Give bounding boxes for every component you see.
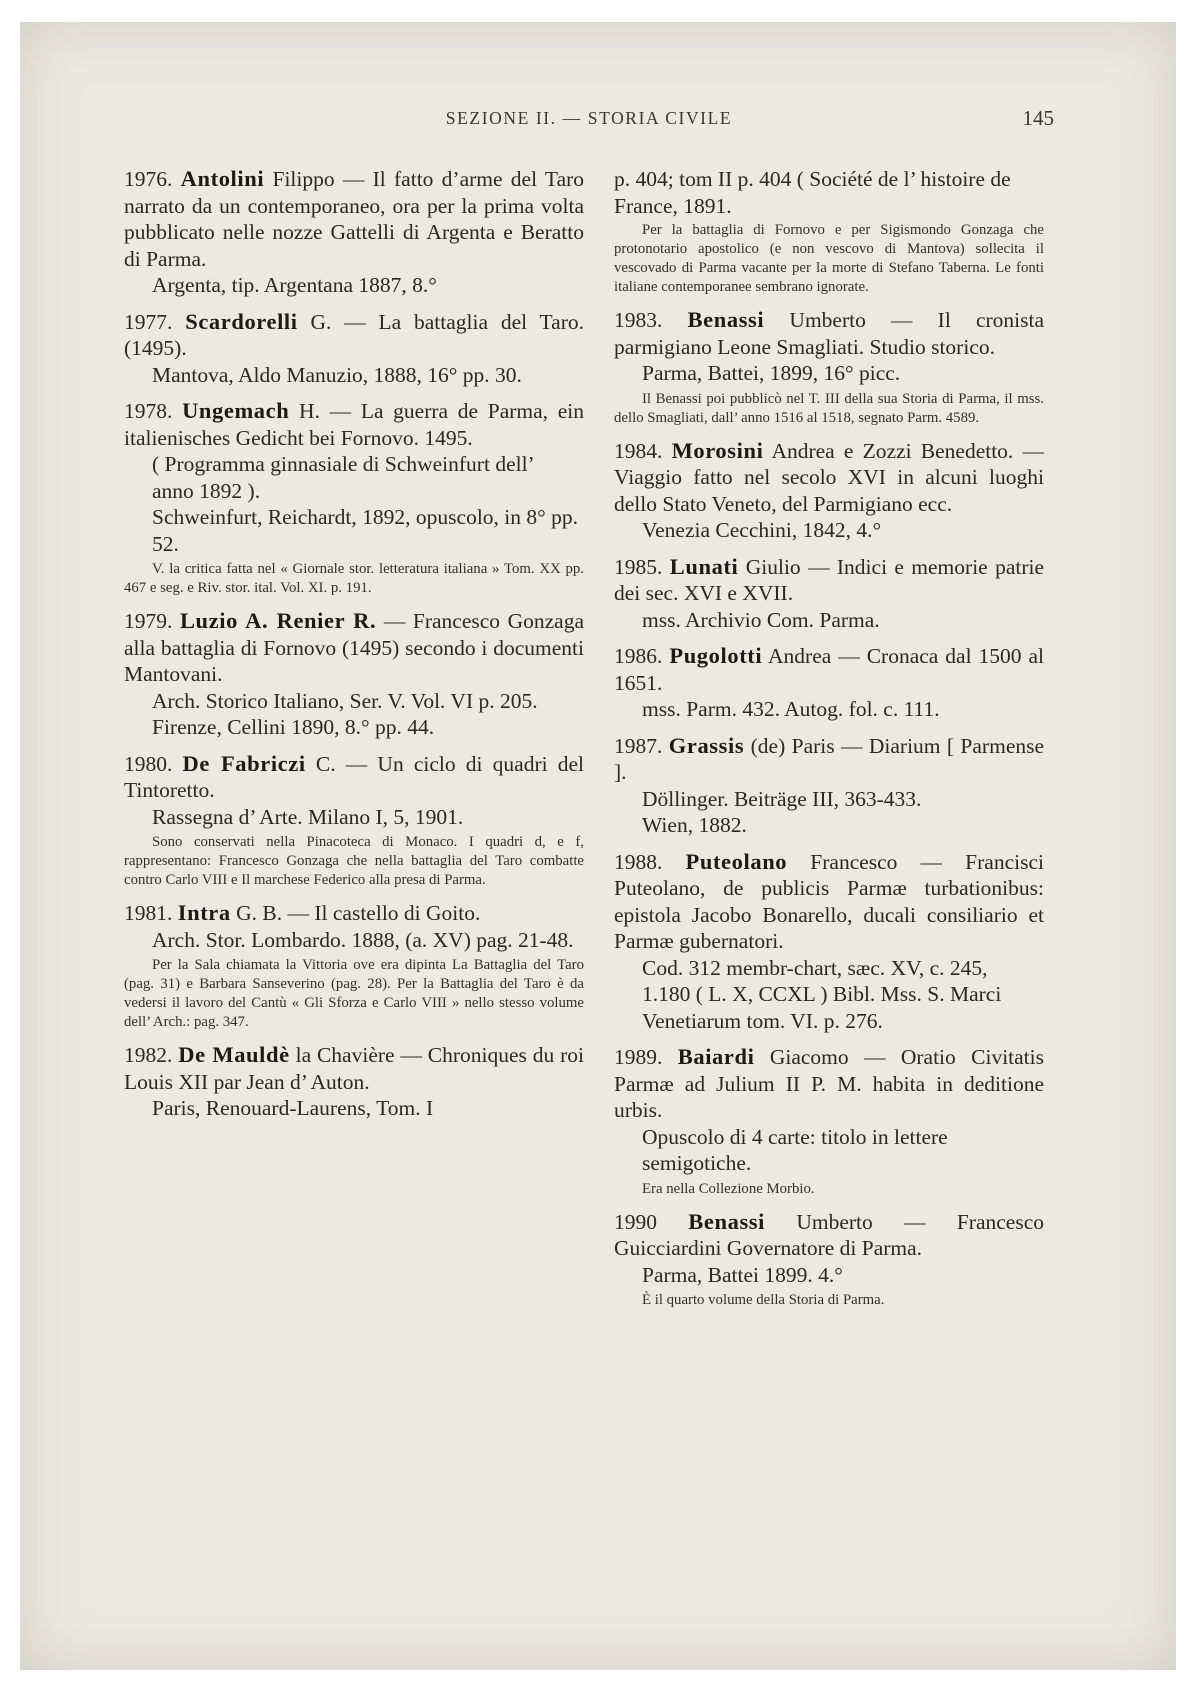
entry-number: 1986. [614, 644, 663, 668]
entry-heading [614, 1209, 1044, 1262]
entry-title: — Francesco Gonzaga alla battaglia di Fornovo (1495) secondo i documenti Mantovani. [124, 609, 584, 686]
bibliography-entry [124, 166, 584, 299]
entry-publication-line: ( Programma ginnasiale di Schweinfurt dell’ anno 1892 ). [152, 452, 534, 503]
entry-number: 1984. [614, 438, 663, 463]
entry-number: 1981. [124, 901, 173, 925]
bibliography-entry [614, 307, 1044, 428]
entry-publication-line: Argenta, tip. Argentana 1887, 8.° [152, 273, 437, 297]
entry-title: Umberto — Francesco Guicciardini Governatore di Parma. [614, 1209, 1044, 1260]
left-column [124, 166, 584, 1132]
entry-publication-line: Paris, Renouard-Laurens, Tom. I [152, 1096, 434, 1120]
entry-publication-line: Schweinfurt, Reichardt, 1892, opuscolo, in 8° pp. 52. [152, 505, 578, 556]
running-title: SEZIONE II. — STORIA CIVILE [445, 108, 733, 128]
entry-note: È il quarto volume della Storia di Parma. [642, 1292, 885, 1308]
entry-publication-line: Opuscolo di 4 carte: titolo in lettere semigotiche. [642, 1124, 948, 1175]
entry-author-surname: Benassi [688, 1208, 766, 1234]
entry-number: 1983. [614, 308, 663, 332]
entry-publication-line: mss. Archivio Com. Parma. [642, 607, 880, 632]
bibliography-entry [614, 1209, 1044, 1311]
entry-publication-line: Döllinger. Beiträge III, 363-433. [642, 786, 922, 811]
entry-number: 1978. [124, 399, 173, 423]
entry-number: 1990 [614, 1209, 657, 1234]
entry-number: 1988. [614, 849, 663, 874]
entry-note: Sono conservati nella Pinacoteca di Monaco. I quadri d, e f, rappresentano: Francesco Gonzaga che nella battaglia del Taro combatte contro Carlo VIII e Il marchese Federico alla presa di Parma. [124, 834, 584, 888]
bibliography-entry [124, 1042, 584, 1122]
bibliography-entry [614, 643, 1044, 723]
entry-heading [124, 398, 584, 451]
entry-note: Per la battaglia di Fornovo e per Sigismondo Gonzaga che protonotario apostolico (e non vescovo di Mantova) sollecita il vescovado di Parma vacante per la morte di Stefano Taberna. Le fonti italiane contemporanee sembrano ignorate. [614, 222, 1044, 295]
entry-heading [614, 733, 1044, 786]
entry-note: Era nella Collezione Morbio. [642, 1180, 815, 1197]
bibliography-entry [124, 608, 584, 741]
entry-publication-line: Parma, Battei, 1899, 16° picc. [642, 361, 901, 385]
page-number: 145 [1022, 106, 1054, 130]
entry-publication-line: mss. Parm. 432. Autog. fol. c. 111. [642, 697, 940, 721]
entry-title: Andrea e Zozzi Benedetto. — Viaggio fatto nel secolo XVI in alcuni luoghi dello Stato Veneto, del Parmigiano ecc. [614, 438, 1044, 516]
entry-title: Giulio — Indici e memorie patrie dei sec. XVI e XVII. [614, 554, 1045, 605]
entry-author-surname: Puteolano [685, 848, 788, 874]
entry-publication-line: Mantova, Aldo Manuzio, 1888, 16° pp. 30. [152, 362, 522, 387]
entry-number: 1987. [614, 733, 663, 758]
entry-heading [614, 1044, 1044, 1124]
entry-author-surname: Scardorelli [185, 308, 298, 334]
entry-author-surname: De Mauldè [178, 1042, 290, 1067]
bibliography-entry [614, 438, 1044, 544]
entry-heading [614, 554, 1044, 607]
entry-author-surname: Pugolotti [669, 643, 763, 668]
entry-author-surname: Baiardi [677, 1044, 755, 1069]
entry-publication-line: Rassegna d’ Arte. Milano I, 5, 1901. [152, 804, 464, 829]
entry-heading [124, 751, 584, 804]
entry-publication-line: Parma, Battei 1899. 4.° [642, 1262, 843, 1287]
entry-number: 1977. [124, 309, 173, 334]
bibliography-entry [614, 849, 1044, 1035]
entry-author-surname: Benassi [687, 307, 765, 332]
entry-author-surname: Lunati [669, 553, 739, 579]
entry-title: C. — Un ciclo di quadri del Tintoretto. [124, 751, 585, 802]
entry-heading [614, 438, 1044, 518]
entry-author-surname: Intra [177, 900, 231, 925]
entry-heading [614, 643, 1044, 696]
entry-title: G. B. — Il castello di Goito. [236, 901, 481, 925]
entry-title: Andrea — Cronaca dal 1500 al 1651. [614, 644, 1045, 695]
entry-number: 1982. [124, 1043, 173, 1067]
entry-publication-line: Arch. Stor. Lombardo. 1888, (a. XV) pag. 21-48. [152, 927, 574, 952]
entry-title: Umberto — Il cronista parmigiano Leone Smagliati. Studio storico. [614, 308, 1044, 359]
entry-line: p. 404; tom II p. 404 ( Société de l’ histoire de France, 1891. [614, 167, 1011, 218]
entry-author-surname: Grassis [668, 732, 745, 758]
bibliography-entry [614, 1044, 1044, 1199]
entry-number: 1976. [124, 167, 173, 191]
entry-heading [124, 166, 584, 272]
entry-title: la Chavière — Chroniques du roi Louis XII par Jean d’ Auton. [124, 1043, 585, 1094]
entry-note: Per la Sala chiamata la Vittoria ove era dipinta La Battaglia del Taro (pag. 31) e Barbara Sanseverino (pag. 28). Per la Battaglia del Taro è da vedersi il lavoro del Cantù « Gli Sforza e Carlo VIII » nello stesso volume dell’ Arch.: pag. 347. [124, 957, 584, 1030]
entry-title: H. — La guerra de Parma, ein italienisches Gedicht bei Fornovo. 1495. [124, 399, 585, 450]
bibliography-entry [124, 900, 584, 1032]
entry-publication-line: Wien, 1882. [642, 813, 747, 837]
entry-author-surname: Luzio A. Renier R. [179, 608, 377, 633]
entry-publication-line: Venezia Cecchini, 1842, 4.° [642, 518, 882, 542]
entry-author-surname: Antolini [180, 166, 265, 191]
entry-note: V. la critica fatta nel « Giornale stor. letteratura italiana » Tom. XX pp. 467 e seg. e Riv. stor. ital. Vol. XI. p. 191. [124, 561, 584, 596]
entry-heading [614, 307, 1044, 360]
entry-number: 1985. [614, 554, 663, 579]
entry-title: Giacomo — Oratio Civitatis Parmæ ad Julium II P. M. habita in deditione urbis. [614, 1045, 1044, 1122]
entry-author-surname: Ungemach [182, 398, 290, 423]
entry-heading [614, 849, 1044, 955]
entry-title: Francesco — Francisci Puteolano, de publicis Parmæ turbationibus: epistola Jacobo Bonarello, ducali consiliario et Parmæ gubernatori. [614, 849, 1044, 953]
page-header [124, 108, 1054, 138]
right-column [614, 166, 1044, 1320]
entry-publication-line: Cod. 312 membr-chart, sæc. XV, c. 245, 1.180 ( L. X, CCXL ) Bibl. Mss. S. Marci Venetiarum tom. VI. p. 276. [642, 955, 1002, 1033]
continued-entry [614, 166, 1044, 297]
entry-author-surname: Morosini [671, 437, 764, 463]
bibliography-entry [614, 554, 1044, 634]
entry-heading [124, 900, 584, 927]
entry-heading [124, 1042, 584, 1095]
entry-title: Filippo — Il fatto d’arme del Taro narrato da un contemporaneo, ora per la prima volta pubblicato nelle nozze Gattelli di Argenta e Beratto di Parma. [124, 167, 585, 271]
entry-number: 1980. [124, 751, 173, 776]
bibliography-entry [124, 751, 584, 891]
bibliography-entry [614, 733, 1044, 839]
bibliography-entry [124, 398, 584, 598]
entry-number: 1979. [124, 609, 173, 633]
entry-publication-line: Firenze, Cellini 1890, 8.° pp. 44. [152, 715, 435, 739]
entry-number: 1989. [614, 1045, 663, 1069]
entry-note: Il Benassi poi pubblicò nel T. III della sua Storia di Parma, il mss. dello Smagliati, dall’ anno 1516 al 1518, segnato Parm. 4589. [614, 390, 1044, 426]
entry-heading [124, 608, 584, 688]
entry-publication-line: Arch. Storico Italiano, Ser. V. Vol. VI p. 205. [152, 688, 538, 713]
entry-title: (de) Paris — Diarium [ Parmense ]. [614, 733, 1045, 784]
entry-heading [124, 309, 584, 362]
entry-title: G. — La battaglia del Taro. (1495). [124, 309, 585, 360]
entry-author-surname: De Fabriczi [182, 750, 306, 776]
bibliography-entry [124, 309, 584, 389]
